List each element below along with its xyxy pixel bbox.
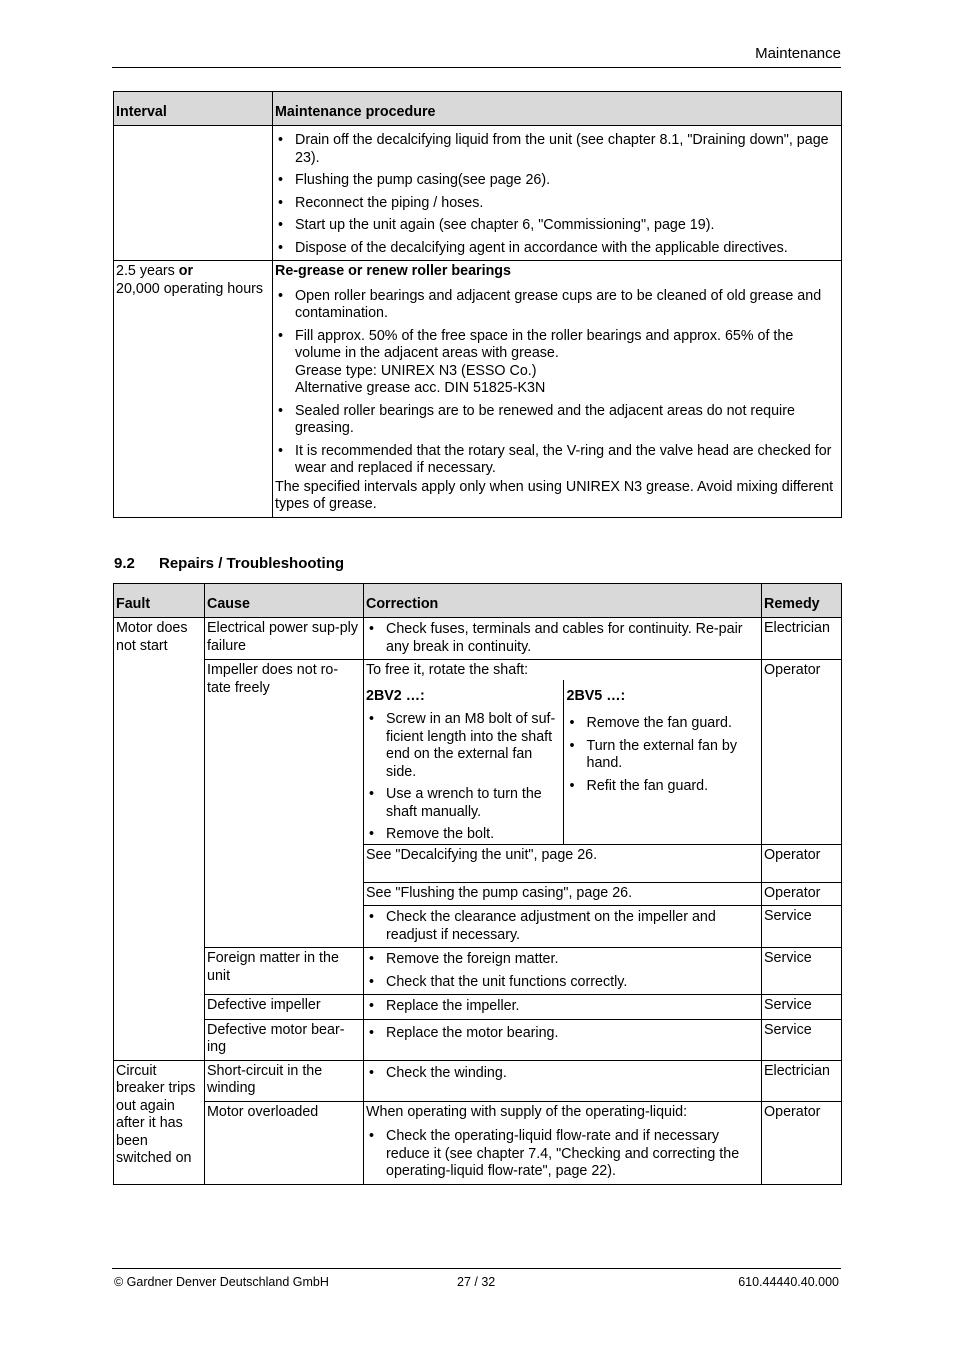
cause-cell: Short-circuit in the winding (205, 1060, 364, 1101)
procedure-list (275, 288, 839, 478)
list-item: • It is recommended that the rotary seal, the V-ring and the valve head are checked for wear and replaced if necessary. (275, 443, 839, 478)
model-2bv2-title: 2BV2 …: (366, 687, 425, 704)
list-item: • Turn the external fan by hand. (567, 738, 760, 773)
header-fault: Fault (114, 584, 205, 618)
model-2bv2-column (366, 680, 564, 844)
list-item: • Refit the fan guard. (567, 778, 760, 796)
remedy-cell: Electrician (762, 618, 842, 660)
list-item: • Drain off the decalcifying liquid from the unit (see chapter 8.1, "Draining down", page 23). (275, 132, 839, 167)
header-correction: Correction (364, 584, 762, 618)
table-row (114, 1060, 842, 1101)
correction-cell (364, 660, 762, 845)
list-item: • Replace the impeller. (366, 998, 759, 1016)
grease-alt-text: Alternative grease acc. DIN 51825-K3N (295, 380, 546, 396)
correction-cell (364, 618, 762, 660)
section-heading (114, 555, 344, 572)
remedy-cell: Operator (762, 882, 842, 906)
grease-note: The specified intervals apply only when using UNIREX N3 grease. Avoid mixing different types of grease. (275, 478, 834, 512)
cause-cell: Defective motor bear-ing (205, 1019, 364, 1060)
fault-cell: Motor does not start (114, 618, 205, 1061)
table-row (114, 1101, 842, 1184)
list-item: • Start up the unit again (see chapter 6, "Commissioning", page 19). (275, 217, 839, 235)
list-item: • Use a wrench to turn the shaft manually. (366, 786, 559, 821)
correction-cell: See "Flushing the pump casing", page 26. (364, 882, 762, 906)
operating-liquid-intro: When operating with supply of the operating-liquid: (366, 1103, 688, 1120)
list-item: • Remove the fan guard. (567, 715, 760, 733)
page-header (112, 45, 841, 68)
procedure-list (275, 132, 839, 257)
list-item: • Check fuses, terminals and cables for continuity. Re-pair any break in continuity. (366, 621, 759, 656)
grease-type-text: Grease type: UNIREX N3 (ESSO Co.) (295, 362, 537, 379)
remedy-cell: Operator (762, 660, 842, 845)
cause-cell: Motor overloaded (205, 1101, 364, 1184)
list-item: • Screw in an M8 bolt of suf-ficient length into the shaft end on the external fan side. (366, 711, 559, 781)
footer-page-number: 27 / 32 (457, 1275, 496, 1289)
remedy-cell: Operator (762, 844, 842, 882)
list-item: • Sealed roller bearings are to be renewed and the adjacent areas do not require greasing. (275, 403, 839, 438)
remedy-cell: Service (762, 995, 842, 1020)
list-item: • Open roller bearings and adjacent grease cups are to be cleaned of old grease and contamination. (275, 288, 839, 323)
list-item: • Remove the bolt. (366, 826, 559, 844)
grease-fill-text: Fill approx. 50% of the free space in the roller bearings and approx. 65% of the volume in the adjacent areas with grease. (295, 327, 794, 361)
remedy-cell: Operator (762, 1101, 842, 1184)
list-item: • Check the operating-liquid flow-rate and if necessary reduce it (see chapter 7.4, "Checking and correcting the operating-liquid flow-rate", page 22). (366, 1128, 759, 1181)
header-procedure: Maintenance procedure (273, 92, 842, 126)
model-2bv5-title: 2BV5 …: (566, 687, 626, 704)
model-columns (366, 680, 759, 844)
remedy-cell: Electrician (762, 1060, 842, 1101)
section-number: 9.2 (114, 555, 135, 572)
list-item (275, 328, 839, 398)
correction-cell (364, 1060, 762, 1101)
list-item: • Check the winding. (366, 1065, 759, 1083)
table-row (114, 1019, 842, 1060)
section-title: Repairs / Troubleshooting (159, 555, 345, 572)
cause-cell: Defective impeller (205, 995, 364, 1020)
list-item: • Reconnect the piping / hoses. (275, 195, 839, 213)
header-remedy: Remedy (762, 584, 842, 618)
footer-doc-number: 610.44440.40.000 (738, 1275, 839, 1289)
list-item: • Dispose of the decalcifying agent in accordance with the applicable directives. (275, 240, 839, 258)
interval-or: or (178, 263, 194, 279)
troubleshooting-table (113, 583, 842, 1185)
table-row (114, 261, 842, 518)
correction-cell (364, 906, 762, 948)
maintenance-table (113, 91, 842, 518)
correction-cell (364, 1101, 762, 1184)
interval-cell (114, 261, 273, 518)
cause-cell: Foreign matter in the unit (205, 948, 364, 995)
procedure-title: Re-grease or renew roller bearings (275, 263, 511, 279)
interval-years: 2.5 years (116, 263, 179, 279)
header-interval: Interval (114, 92, 273, 126)
correction-cell (364, 1019, 762, 1060)
procedure-cell (273, 261, 842, 518)
table-row (114, 660, 842, 845)
list-item: • Remove the foreign matter. (366, 951, 759, 969)
remedy-cell: Service (762, 906, 842, 948)
correction-cell: See "Decalcifying the unit", page 26. (364, 844, 762, 882)
fault-cell: Circuit breaker trips out again after it has been switched on (114, 1060, 205, 1184)
list-item: • Replace the motor bearing. (366, 1025, 759, 1043)
list-item: • Flushing the pump casing(see page 26). (275, 172, 839, 190)
cause-cell: Impeller does not ro-tate freely (205, 660, 364, 948)
header-section-title: Maintenance (755, 45, 841, 62)
correction-cell (364, 948, 762, 995)
table-header-row (114, 584, 842, 618)
table-row (114, 995, 842, 1020)
procedure-cell (273, 126, 842, 261)
correction-cell (364, 995, 762, 1020)
table-header-row (114, 92, 842, 126)
model-2bv5-column (564, 680, 760, 844)
remedy-cell: Service (762, 948, 842, 995)
table-row (114, 618, 842, 660)
interval-cell (114, 126, 273, 261)
table-row (114, 948, 842, 995)
header-cause: Cause (205, 584, 364, 618)
footer-company: © Gardner Denver Deutschland GmbH (114, 1275, 329, 1289)
list-item: • Check that the unit functions correctly. (366, 974, 759, 992)
interval-hours: 20,000 operating hours (116, 280, 264, 297)
rotate-intro: To free it, rotate the shaft: (366, 662, 529, 678)
remedy-cell: Service (762, 1019, 842, 1060)
cause-cell: Electrical power sup-ply failure (205, 618, 364, 660)
table-row (114, 126, 842, 261)
page-footer (112, 1268, 841, 1289)
list-item: • Check the clearance adjustment on the impeller and readjust if necessary. (366, 909, 759, 944)
